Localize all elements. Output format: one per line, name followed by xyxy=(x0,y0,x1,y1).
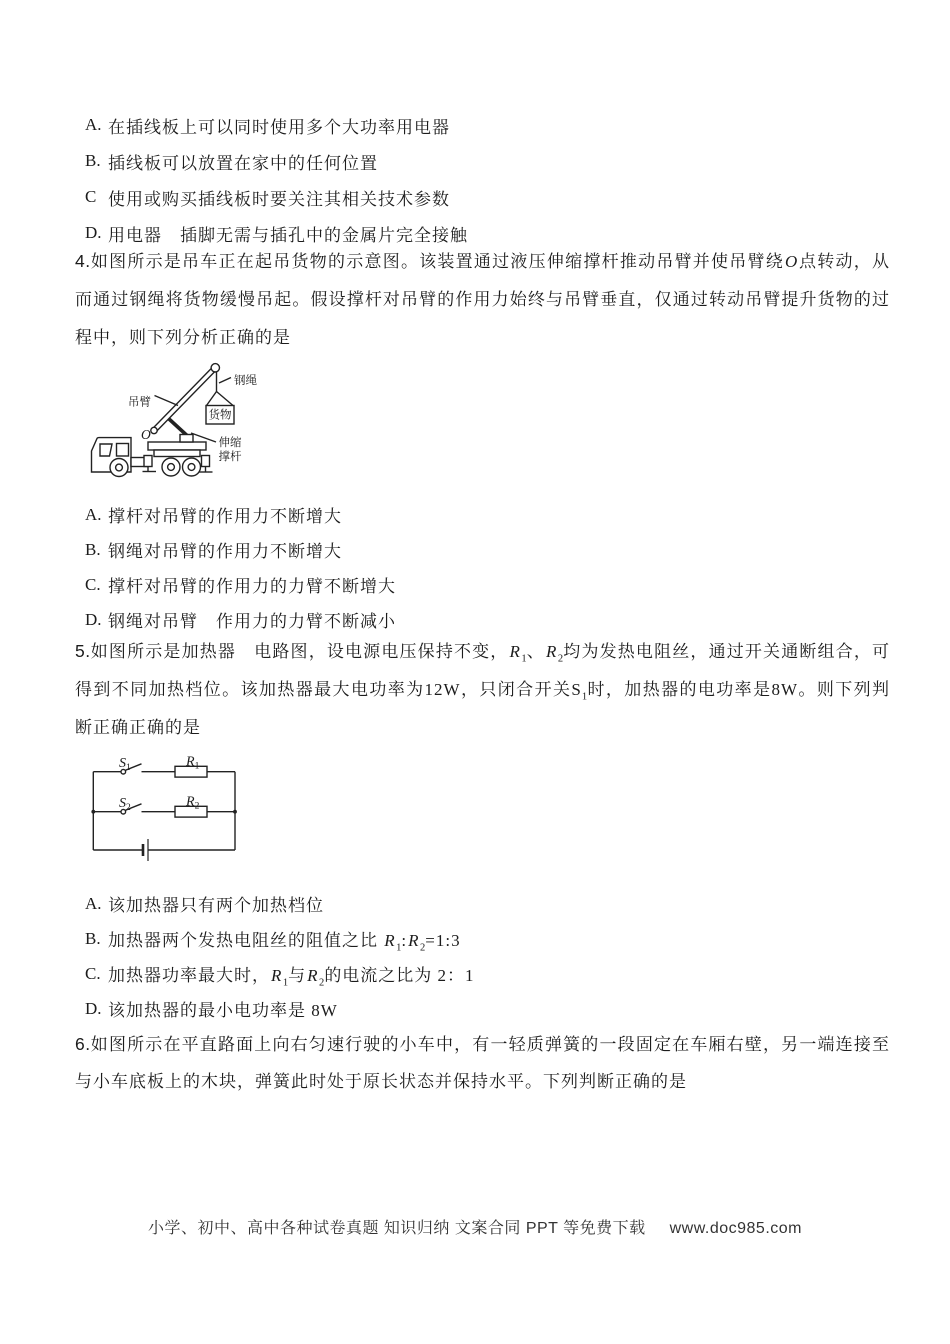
footer-text: 小学、初中、高中各种试卷真题 知识归纳 文案合同 PPT 等免费下载 xyxy=(147,1220,646,1237)
option-text: 用电器 插脚无需与插孔中的金属片完全接触 xyxy=(108,225,468,245)
crane-label-rope: 钢绳 xyxy=(234,375,257,387)
option-text: 插线板可以放置在家中的任何位置 xyxy=(108,153,378,173)
option-row xyxy=(75,143,890,179)
circuit-wires xyxy=(91,764,237,861)
crane-label-arm: 吊臂 xyxy=(128,396,151,409)
option-text: 撑杆对吊臂的作用力的力臂不断增大 xyxy=(108,577,396,596)
crane-label-strut-2: 撑杆 xyxy=(218,451,242,463)
circuit-diagram xyxy=(75,750,275,880)
crane-truck xyxy=(92,438,213,477)
option-letter: C xyxy=(85,187,97,206)
option-letter: A. xyxy=(85,115,102,134)
option-letter: C. xyxy=(85,963,101,983)
option-row xyxy=(75,107,890,143)
option-row xyxy=(75,956,890,991)
footer xyxy=(0,1218,950,1240)
option-text: 钢绳对吊臂的作用力不断增大 xyxy=(108,542,342,561)
option-letter: D. xyxy=(85,609,102,629)
footer-site: www.doc985.com xyxy=(669,1220,802,1237)
question-4-stem: 4.如图所示是吊车正在起吊货物的示意图。该装置通过液压伸缩撑杆推动吊臂并使吊臂绕O点转动，从而通过钢绳将货物缓慢吊起。假设撑杆对吊臂的作用力始终与吊臂垂直，仅通过转动吊臂提升货物的过程中，则下列分析正确的是 xyxy=(75,251,891,347)
prev-question-options xyxy=(75,107,890,251)
option-row xyxy=(75,886,890,921)
boom-pulley-icon xyxy=(211,364,219,372)
question-5-options xyxy=(75,886,890,1026)
option-letter: D. xyxy=(85,998,102,1018)
option-text: 撑杆对吊臂的作用力不断增大 xyxy=(108,507,342,526)
crane-label-pivot-o: O xyxy=(141,427,151,442)
option-letter: C. xyxy=(85,574,101,594)
question-5-stem: 5.如图所示是加热器 电路图，设电源电压保持不变，$R_1$、$R_2$均为发热电阻丝，通过开关通断组合，可得到不同加热档位。该加热器最大电功率为12W，只闭合开关$S_1$时，加热器的电功率是8W。则下列判断正确正确的是 xyxy=(75,641,891,737)
option-row xyxy=(75,497,890,532)
option-text: 钢绳对吊臂 作用力的力臂不断减小 xyxy=(108,612,396,631)
option-text: 在插线板上可以同时使用多个大功率用电器 xyxy=(108,117,450,137)
outrigger xyxy=(200,456,213,473)
option-row xyxy=(75,921,890,956)
cab-window xyxy=(117,444,129,457)
pivot-point xyxy=(151,427,157,433)
question-6-stem: 6.如图所示在平直路面上向右匀速行驶的小车中，有一轻质弹簧的一段固定在车厢右壁，另一端连接至与小车底板上的木块，弹簧此时处于原长状态并保持水平。下列判断正确的是 xyxy=(75,1034,890,1091)
option-text: 该加热器只有两个加热档位 xyxy=(108,896,324,915)
option-text: 使用或购买插线板时要关注其相关技术参数 xyxy=(108,189,450,209)
circuit-label-s2: S2 xyxy=(119,796,131,813)
battery-icon xyxy=(143,839,148,861)
crane-label-strut-1: 伸缩 xyxy=(218,437,242,449)
option-row xyxy=(75,567,890,602)
crane-strut xyxy=(169,419,194,443)
crane-diagram xyxy=(70,360,320,485)
crane-label-cargo: 货物 xyxy=(208,409,232,422)
circuit-label-s1: S1 xyxy=(119,756,131,773)
circuit-label-r1: R1 xyxy=(186,754,200,772)
crane-rope-cargo xyxy=(206,372,234,424)
option-letter: A. xyxy=(85,893,102,913)
truck-wheels xyxy=(110,458,201,477)
option-row xyxy=(75,991,890,1026)
option-letter: B. xyxy=(85,928,101,948)
option-row xyxy=(75,532,890,567)
option-text: 该加热器的最小电功率是 8W xyxy=(108,1001,338,1020)
option-letter: A. xyxy=(85,504,102,524)
option-row xyxy=(75,179,890,215)
question-4-options xyxy=(75,497,890,637)
outrigger xyxy=(143,456,157,472)
cab-window xyxy=(100,444,112,456)
circuit-label-r2: R2 xyxy=(186,794,200,812)
option-letter: B. xyxy=(85,539,101,559)
option-letter: B. xyxy=(85,151,101,170)
option-letter: D. xyxy=(85,223,102,242)
option-text: 加热器功率最大时，$R_1$与$R_2$的电流之比为 2：1 xyxy=(108,966,475,989)
option-text: 加热器两个发热电阻丝的阻值之比 $R_1:R_2=1:3$ xyxy=(108,931,461,954)
